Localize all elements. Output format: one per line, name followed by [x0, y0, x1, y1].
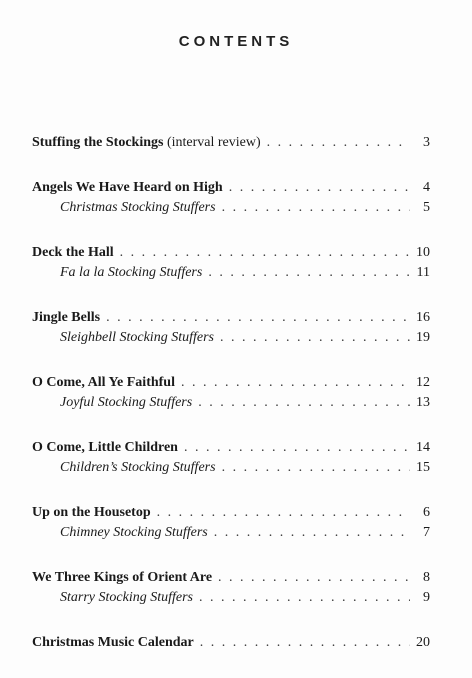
- toc-subentry: [32, 588, 430, 608]
- dot-leader: [200, 633, 410, 653]
- subentry-title: Christmas Stocking Stuffers: [60, 200, 216, 215]
- toc-group-children: [32, 438, 430, 478]
- subentry-title: Chimney Stocking Stuffers: [60, 525, 208, 540]
- page-number: 14: [416, 440, 430, 455]
- dot-leader: [222, 198, 410, 218]
- toc-entry: [32, 243, 430, 263]
- toc-group-deck: [32, 243, 430, 283]
- dot-leader: [184, 438, 410, 458]
- entry-title: O Come, Little Children: [32, 440, 178, 455]
- toc-subentry: [32, 393, 430, 413]
- entry-title: We Three Kings of Orient Are: [32, 570, 213, 585]
- page-number: 15: [416, 460, 430, 475]
- dot-leader: [120, 243, 410, 263]
- toc-group-jingle: [32, 308, 430, 348]
- page-number: 10: [416, 245, 430, 260]
- toc-group-faithful: [32, 373, 430, 413]
- page-number: 4: [423, 180, 430, 195]
- toc-entry: [32, 633, 430, 653]
- entry-title: Christmas Music Calendar: [32, 635, 194, 650]
- page-number: 5: [423, 200, 430, 215]
- toc-group-housetop: [32, 503, 430, 543]
- entry-title-suffix: (interval review): [166, 135, 261, 150]
- page-number: 11: [416, 265, 430, 280]
- dot-leader: [157, 503, 410, 523]
- dot-leader: [214, 523, 410, 543]
- page-number: 8: [423, 570, 430, 585]
- page-number: 9: [423, 590, 430, 605]
- toc-subentry: [32, 263, 430, 283]
- toc-subentry: [32, 458, 430, 478]
- subentry-title: Fa la la Stocking Stuffers: [60, 265, 203, 280]
- dot-leader: [267, 133, 410, 153]
- entry-title: O Come, All Ye Faithful: [32, 375, 175, 390]
- entry-title: Up on the Housetop: [32, 505, 151, 520]
- dot-leader: [199, 588, 410, 608]
- toc-subentry: [32, 198, 430, 218]
- toc-entry: [32, 178, 430, 198]
- dot-leader: [222, 458, 410, 478]
- page-number: 3: [423, 135, 430, 150]
- page-number: 16: [416, 310, 430, 325]
- toc-subentry: [32, 328, 430, 348]
- dot-leader: [106, 308, 410, 328]
- entry-title: Deck the Hall: [32, 245, 114, 260]
- entry-title: Angels We Have Heard on High: [32, 180, 223, 195]
- dot-leader: [220, 328, 410, 348]
- page-number: 19: [416, 330, 430, 345]
- page-number: 20: [416, 635, 430, 650]
- toc-group-stuffing: [32, 133, 430, 153]
- dot-leader: [208, 263, 410, 283]
- toc-group-calendar: [32, 633, 430, 653]
- toc-group-angels: [32, 178, 430, 218]
- entry-title: Jingle Bells: [32, 310, 101, 325]
- toc-entry: [32, 438, 430, 458]
- dot-leader: [218, 568, 410, 588]
- page-title: CONTENTS: [178, 33, 294, 50]
- toc-entry: [32, 503, 430, 523]
- subentry-title: Joyful Stocking Stuffers: [60, 395, 193, 410]
- subentry-title: Starry Stocking Stuffers: [60, 590, 193, 605]
- entry-title: [32, 133, 261, 153]
- page-number: 13: [416, 395, 430, 410]
- page-number: 7: [423, 525, 430, 540]
- toc-entry: [32, 133, 430, 153]
- page-number: 6: [423, 505, 430, 520]
- toc-group-kings: [32, 568, 430, 608]
- subentry-title: Sleighbell Stocking Stuffers: [60, 330, 214, 345]
- dot-leader: [229, 178, 410, 198]
- page-number: 12: [416, 375, 430, 390]
- dot-leader: [198, 393, 410, 413]
- toc-subentry: [32, 523, 430, 543]
- subentry-title: Children’s Stocking Stuffers: [60, 460, 216, 475]
- table-of-contents: [32, 133, 430, 678]
- entry-title-text: Stuffing the Stockings: [32, 135, 164, 150]
- toc-entry: [32, 568, 430, 588]
- dot-leader: [181, 373, 410, 393]
- toc-entry: [32, 373, 430, 393]
- toc-entry: [32, 308, 430, 328]
